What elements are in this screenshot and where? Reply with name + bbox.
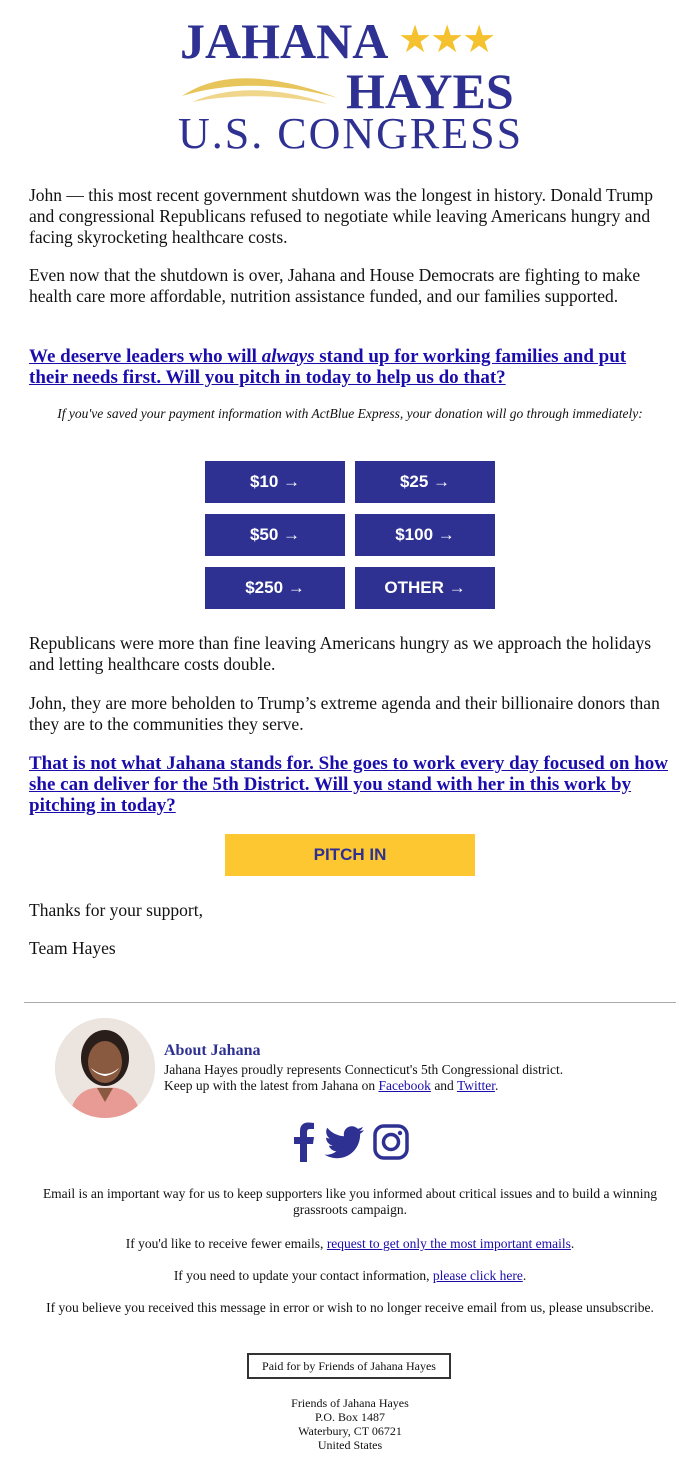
instagram-icon[interactable] [373, 1122, 409, 1162]
footer-fewer-emails-suffix: . [570, 1236, 575, 1251]
about-period: . [495, 1078, 499, 1093]
footer-update-contact-suffix: . [522, 1268, 527, 1283]
donate-10-button[interactable]: $10 → [205, 461, 345, 503]
fewer-emails-link[interactable]: request to get only the most important emails [326, 1236, 571, 1251]
footer-update-contact-prefix: If you need to update your contact information, [173, 1268, 433, 1283]
address-line-4: United States [317, 1438, 383, 1452]
signoff-text: Team Hayes [29, 938, 116, 958]
footer-email-info: Email is an important way for us to keep supporters like you informed about critical issues and to build a winning grassroots campaign. [42, 1186, 658, 1217]
paragraph-beholden: John, they are more beholden to Trump’s extreme agenda and their billionaire donors than they are to the communities they serve. [29, 693, 660, 734]
logo-jahana-text: JAHANA [180, 13, 389, 69]
paragraph-republicans: Republicans were more than fine leaving Americans hungry as we approach the holidays and letting healthcare costs double. [29, 633, 652, 674]
twitter-link[interactable]: Twitter [456, 1078, 495, 1093]
mailing-address [200, 1396, 500, 1452]
paid-for-box: Paid for by Friends of Jahana Hayes [247, 1353, 451, 1379]
footer-divider [24, 1002, 676, 1003]
about-line-1: Jahana Hayes proudly represents Connecticut's 5th Congressional district. [164, 1062, 564, 1077]
facebook-link[interactable]: Facebook [378, 1078, 431, 1093]
donate-250-button[interactable]: $250 → [205, 567, 345, 609]
address-line-3: Waterbury, CT 06721 [298, 1424, 402, 1438]
donate-link-1[interactable] [29, 346, 669, 388]
avatar [55, 1018, 155, 1118]
logo-congress-text: U.S. CONGRESS [178, 109, 524, 158]
about-text [164, 1062, 664, 1094]
about-line-2 [164, 1078, 664, 1094]
footer-fewer-emails [40, 1236, 660, 1252]
donate-link-1-part-a[interactable]: We deserve leaders who will [29, 346, 262, 367]
donate-other-button[interactable]: OTHER → [355, 567, 495, 609]
update-contact-link[interactable]: please click here [432, 1268, 523, 1283]
donate-50-button[interactable]: $50 → [205, 514, 345, 556]
donate-link-1-emphasis[interactable]: always [261, 346, 315, 367]
footer-update-contact [40, 1268, 660, 1284]
donate-100-button[interactable]: $100 → [355, 514, 495, 556]
logo-hayes-text: HAYES [346, 63, 514, 119]
actblue-express-note: If you've saved your payment information with ActBlue Express, your donation will go through immediately: [57, 406, 643, 421]
paragraph-intro: John — this most recent government shutdown was the longest in history. Donald Trump and congressional Republicans refused to negotiate while leaving Americans hungry and facing skyrocketing healthcare costs. [29, 185, 653, 247]
donate-link-1-part-b[interactable]: stand up for working families and put their needs first. Will you pitch in today to help us do that? [29, 346, 627, 388]
jahana-hayes-logo [176, 12, 526, 158]
logo-swoosh [178, 68, 348, 108]
avatar-portrait-image [55, 1018, 155, 1118]
facebook-icon[interactable] [292, 1122, 316, 1162]
logo-stars: ★★★ [398, 17, 495, 61]
address-line-1: Friends of Jahana Hayes [291, 1396, 409, 1410]
thanks-text: Thanks for your support, [29, 900, 204, 920]
footer-fewer-emails-prefix: If you'd like to receive fewer emails, [125, 1236, 327, 1251]
donate-25-button[interactable]: $25 → [355, 461, 495, 503]
twitter-icon[interactable] [325, 1122, 365, 1162]
about-title: About Jahana [164, 1042, 261, 1059]
pitch-in-button[interactable]: PITCH IN [225, 834, 475, 876]
footer-unsubscribe-text: If you believe you received this message in error or wish to no longer receive email from us, please unsubscribe. [46, 1300, 654, 1315]
paragraph-shutdown-over: Even now that the shutdown is over, Jahana and House Democrats are fighting to make health care more affordable, nutrition assistance funded, and our families supported. [29, 265, 641, 306]
donate-link-2[interactable]: That is not what Jahana stands for. She goes to work every day focused on how she can deliver for the 5th District. Will you stand with her in this work by pitching in today? [29, 753, 669, 816]
about-and: and [430, 1078, 457, 1093]
address-line-2: P.O. Box 1487 [314, 1410, 385, 1424]
about-line-2-prefix: Keep up with the latest from Jahana on [164, 1078, 379, 1093]
